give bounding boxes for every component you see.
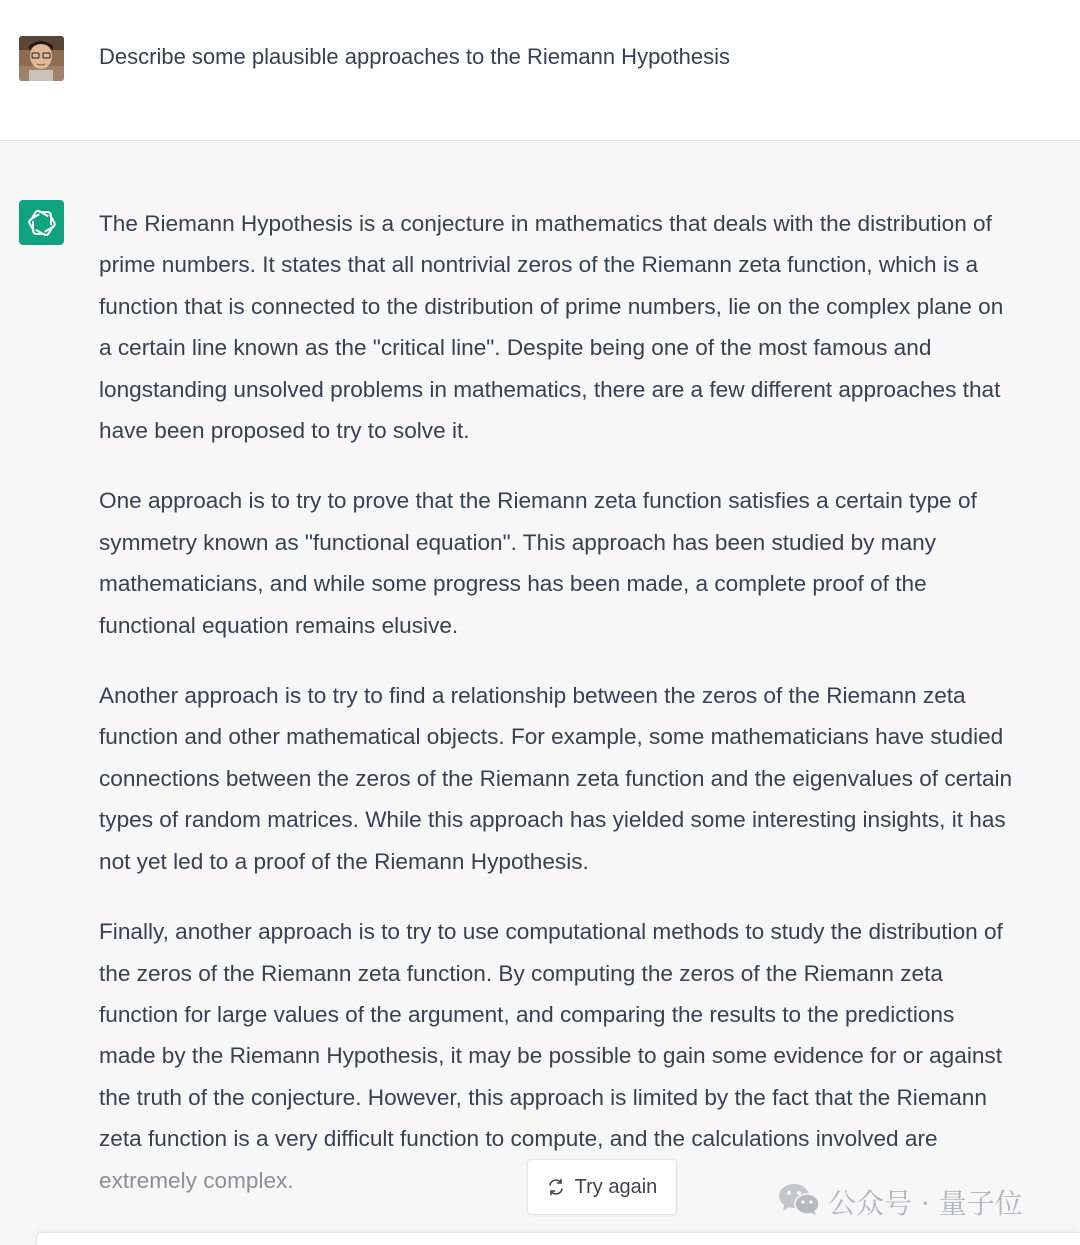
response-paragraph-3 [99, 675, 1069, 882]
text-line: mathematicians, and while some progress has been made, a complete proof of the [99, 571, 927, 597]
refresh-icon [547, 1178, 565, 1196]
response-paragraph-1 [99, 203, 1069, 451]
watermark-text: 公众号 · 量子位 [828, 1187, 1023, 1220]
text-line: prime numbers. It states that all nontrivial zeros of the Riemann zeta function, which is a [99, 252, 979, 278]
text-line: symmetry known as "functional equation". This approach has been studied by many [99, 529, 936, 555]
text-line: function for large values of the argument, and comparing the results to the predictions [99, 1001, 955, 1027]
try-again-button[interactable] [527, 1159, 677, 1215]
try-again-label: Try again [574, 1175, 658, 1198]
text-line-faded: extremely complex. [99, 1167, 294, 1193]
openai-logo-icon [19, 200, 64, 245]
text-line: function that is connected to the distribution of prime numbers, lie on the complex plane on [99, 293, 1004, 319]
assistant-message-row [0, 142, 1080, 1245]
user-message-row [0, 0, 1080, 141]
text-line: Another approach is to try to find a relationship between the zeros of the Riemann zeta [99, 683, 966, 709]
text-line: made by the Riemann Hypothesis, it may be possible to gain some evidence for or against [99, 1043, 1002, 1069]
text-line: functional equation remains elusive. [99, 612, 459, 638]
text-line: types of random matrices. While this approach has yielded some interesting insights, it has [99, 807, 1006, 833]
assistant-message-content [99, 203, 1069, 1201]
text-line: One approach is to try to prove that the Riemann zeta function satisfies a certain type of [99, 488, 977, 514]
text-line: connections between the zeros of the Riemann zeta function and the eigenvalues of certain [99, 765, 1013, 791]
text-line: the truth of the conjecture. However, this approach is limited by the fact that the Riemann [99, 1084, 987, 1110]
text-line: Finally, another approach is to try to use computational methods to study the distribution of [99, 919, 1003, 945]
user-avatar [19, 36, 64, 81]
text-line: not yet led to a proof of the Riemann Hypothesis. [99, 848, 589, 874]
watermark [778, 1182, 1023, 1222]
text-line: The Riemann Hypothesis is a conjecture in mathematics that deals with the distribution of [99, 211, 992, 236]
text-line: function and other mathematical objects. For example, some mathematicians have studied [99, 724, 1004, 750]
wechat-icon [778, 1182, 820, 1223]
response-paragraph-2 [99, 480, 1069, 646]
text-line: the zeros of the Riemann zeta function. By computing the zeros of the Riemann zeta [99, 960, 943, 986]
response-paragraph-4 [99, 911, 1069, 1201]
text-line: have been proposed to try to solve it. [99, 418, 470, 444]
text-line: a certain line known as the "critical line". Despite being one of the most famous and [99, 335, 932, 361]
input-panel-edge [36, 1232, 1080, 1245]
text-line: longstanding unsolved problems in mathematics, there are a few different approaches that [99, 376, 1001, 402]
user-message-text: Describe some plausible approaches to the Riemann Hypothesis [99, 44, 731, 69]
text-line: zeta function is a very difficult function to compute, and the calculations involved are [99, 1126, 938, 1152]
